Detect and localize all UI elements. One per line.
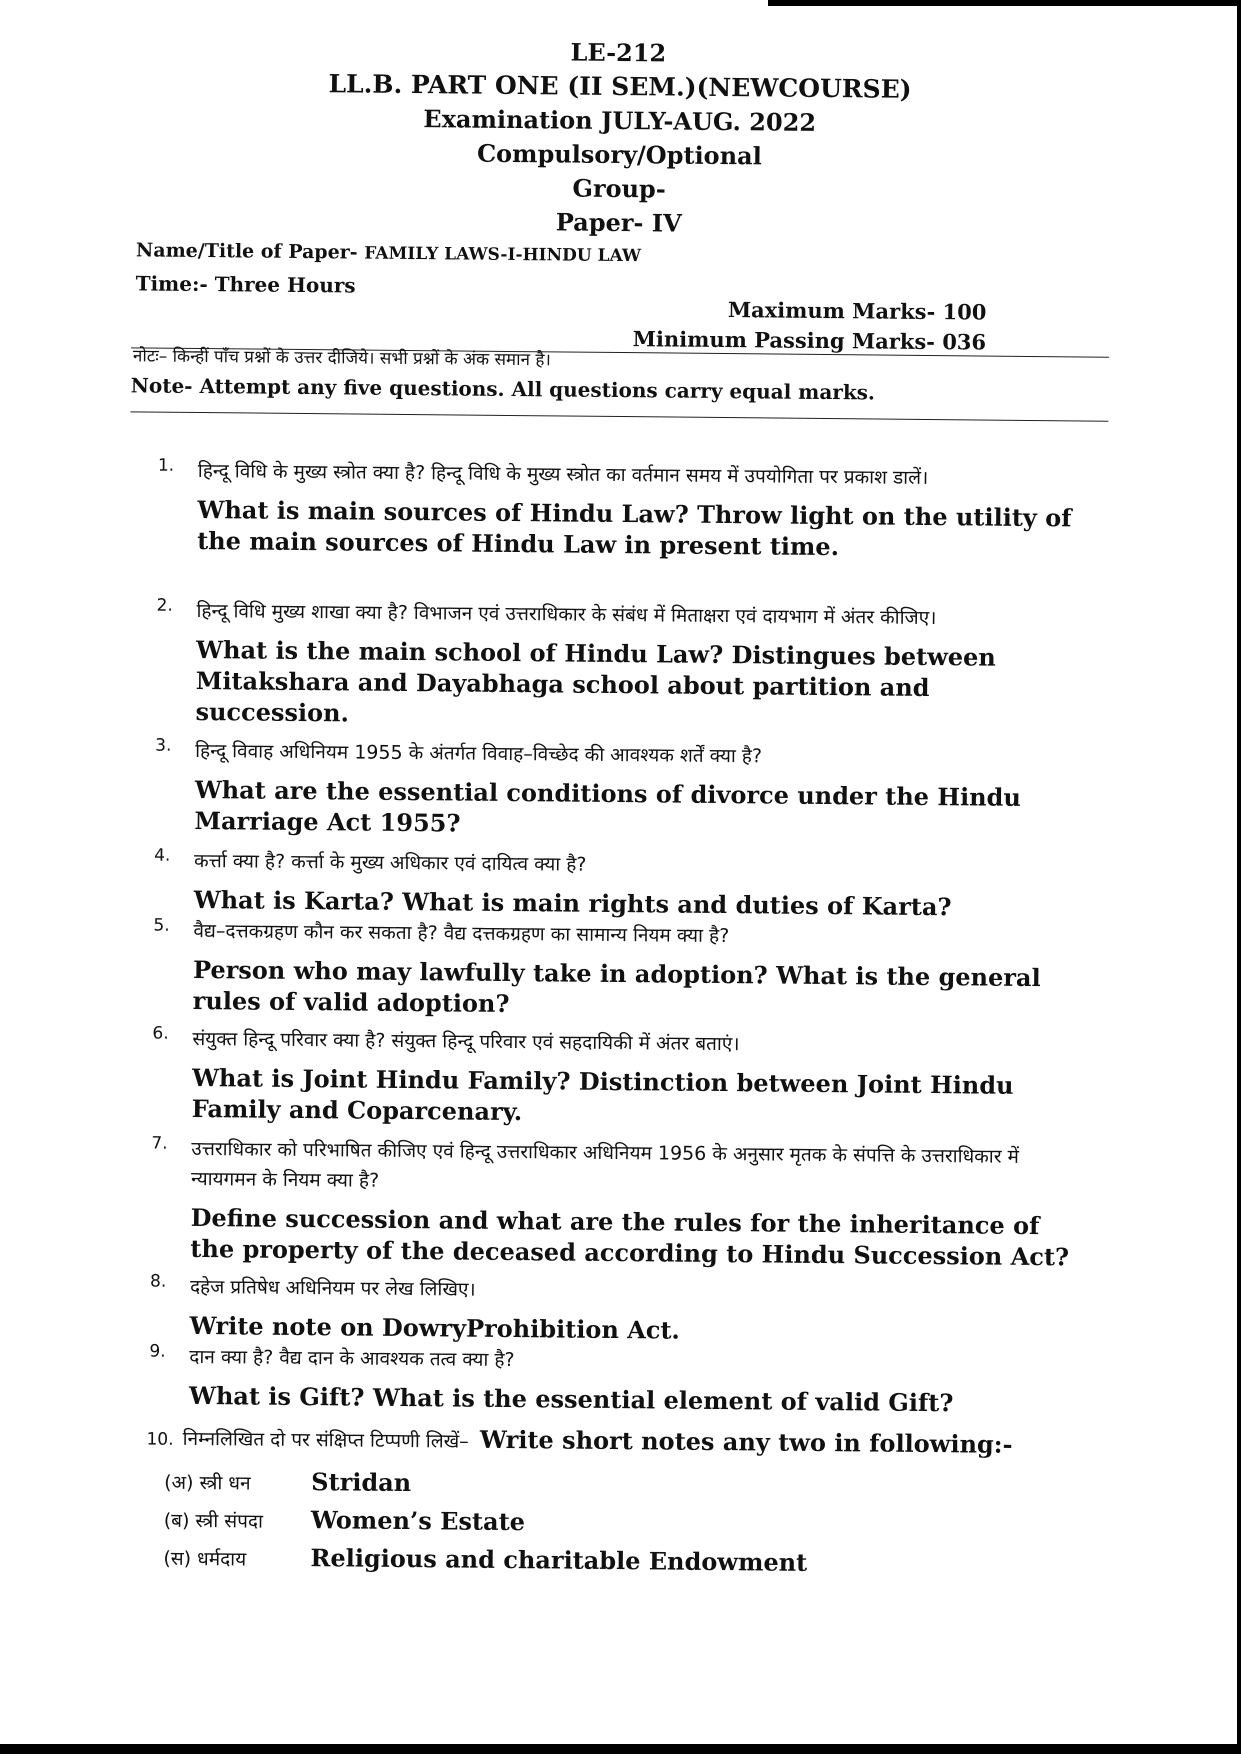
question-hindi: हिन्दू विधि मुख्य शाखा क्या है? विभाजन एवं उत्तराधिकार के संबंध में मिताक्षरा एवं दायभाग में अंतर कीजिए। [196, 599, 937, 630]
question-hindi: वैद्य–दत्तकग्रहण कौन कर सकता है? वैद्य दत्तकग्रहण का सामान्य नियम क्या है? [193, 919, 730, 948]
question-english: Write note on DowryProhibition Act. [189, 1310, 681, 1345]
question-6 [154, 1024, 1085, 1133]
question-english: Define succession and what are the rules for the inheritance of the property of the deceased according to Hindu Succession Act? [190, 1202, 1070, 1272]
question-5 [155, 916, 1086, 1025]
question-number: 6. [152, 1023, 169, 1044]
minimum-passing-marks: Minimum Passing Marks- 036 [632, 326, 987, 355]
question-english: What is main sources of Hindu Law? Throw light on the utility of the main sources of Hindu Law in present time. [197, 494, 1072, 562]
question-english: What is Joint Hindu Family? Distinction between Joint Hindu Family and Coparcenary. [191, 1062, 1014, 1127]
question-hindi: संयुक्त हिन्दू परिवार क्या है? संयुक्त हिन्दू परिवार एवं सहदायिकी में अंतर बताएं। [192, 1027, 740, 1056]
question-2 [157, 596, 1088, 736]
question-english: What is Gift? What is the essential element of valid Gift? [188, 1380, 954, 1418]
question-number: 10. [146, 1429, 174, 1450]
divider-bottom [130, 411, 1108, 421]
question-hindi: हिन्दू विवाह अधिनियम 1955 के अंतर्गत विवाह–विच्छेद की आवश्यक शर्तें क्या है? [195, 739, 763, 768]
question-english: What are the essential conditions of divorce under the Hindu Marriage Act 1955? [194, 774, 1022, 838]
question-number: 4. [154, 845, 171, 866]
question-english: What is Karta? What is main rights and duties of Karta? [193, 884, 952, 922]
paper-title: FAMILY LAWS-I-HINDU LAW [364, 243, 642, 267]
note-hindi: नोटः– किन्हीं पाँच प्रश्नों के उत्तर दीजिये। सभी प्रश्नों के अंक समान है। [132, 346, 551, 371]
exam-session: Examination JULY-AUG. 2022 [423, 104, 817, 137]
question-10 [146, 1422, 1012, 1459]
question-number: 7. [151, 1133, 168, 1154]
question-7 [152, 1134, 1083, 1273]
paper-code: LE-212 [570, 37, 667, 68]
exam-time: Time:- Three Hours [135, 271, 356, 298]
question-number: 5. [153, 915, 170, 936]
question-number: 8. [149, 1271, 167, 1292]
question-hindi: कर्त्ता क्या है? कर्त्ता के मुख्य अधिकार एवं दायित्व क्या है? [193, 849, 587, 876]
course-title: LL.B. PART ONE (II SEM.)(NEWCOURSE) [328, 69, 912, 104]
paper-group: Group- [572, 173, 666, 204]
option-label-hindi: (स) धर्मदाय [163, 1547, 247, 1571]
option-label-hindi: (ब) स्त्री संपदा [163, 1509, 264, 1533]
question-1 [159, 456, 1090, 565]
option-text-english: Religious and charitable Endowment [310, 1543, 808, 1577]
question-hindi: उत्तराधिकार को परिभाषित कीजिए एवं हिन्दू उत्तराधिकार अधिनियम 1956 के अनुसार मृतक के संपत्ति के उत्तराधिकार में न्यायगमन के नियम क्या है? [190, 1137, 1020, 1192]
option-label-hindi: (अ) स्त्री धन [164, 1471, 251, 1495]
paper-number: Paper- IV [555, 207, 682, 238]
question-hindi: दहेज प्रतिषेध अधिनियम पर लेख लिखिए। [189, 1275, 476, 1301]
question-number: 1. [157, 455, 175, 476]
maximum-marks: Maximum Marks- 100 [727, 297, 987, 325]
question-number: 9. [149, 1341, 166, 1362]
short-note-option [163, 1542, 807, 1577]
option-text-english: Women’s Estate [310, 1505, 526, 1537]
question-number: 2. [156, 595, 173, 616]
question-number: 3. [155, 735, 172, 756]
question-hindi: दान क्या है? वैद्य दान के आवश्यक तत्व क्या है? [189, 1345, 515, 1372]
short-note-option [164, 1504, 525, 1536]
question-hindi: हिन्दू विधि के मुख्य स्त्रोत क्या है? हिन्दू विधि के मुख्य स्त्रोत का वर्तमान समय में उपयोगिता पर प्रकाश डालें। [197, 459, 929, 489]
question-3 [156, 736, 1087, 845]
paper-category: Compulsory/Optional [476, 138, 762, 171]
question-english: Person who may lawfully take in adoption? What is the general rules of valid adoption? [192, 954, 1041, 1018]
question-8 [151, 1272, 1082, 1350]
question-4 [156, 846, 1087, 924]
question-9 [151, 1342, 1082, 1420]
question-hindi: निम्नलिखित दो पर संक्षिप्त टिप्पणी लिखें– [182, 1427, 469, 1453]
question-english: What is the main school of Hindu Law? Distingues between Mitakshara and Dayabhaga school about partition and succession. [195, 634, 996, 728]
question-english: Write short notes any two in following:- [479, 1424, 1013, 1459]
paper-name-label: Name/Title of Paper- [135, 239, 358, 264]
short-note-option [164, 1466, 411, 1497]
paper-name-row [136, 239, 641, 266]
option-text-english: Stridan [311, 1467, 412, 1498]
note-english: Note- Attempt any five questions. All questions carry equal marks. [130, 373, 876, 405]
